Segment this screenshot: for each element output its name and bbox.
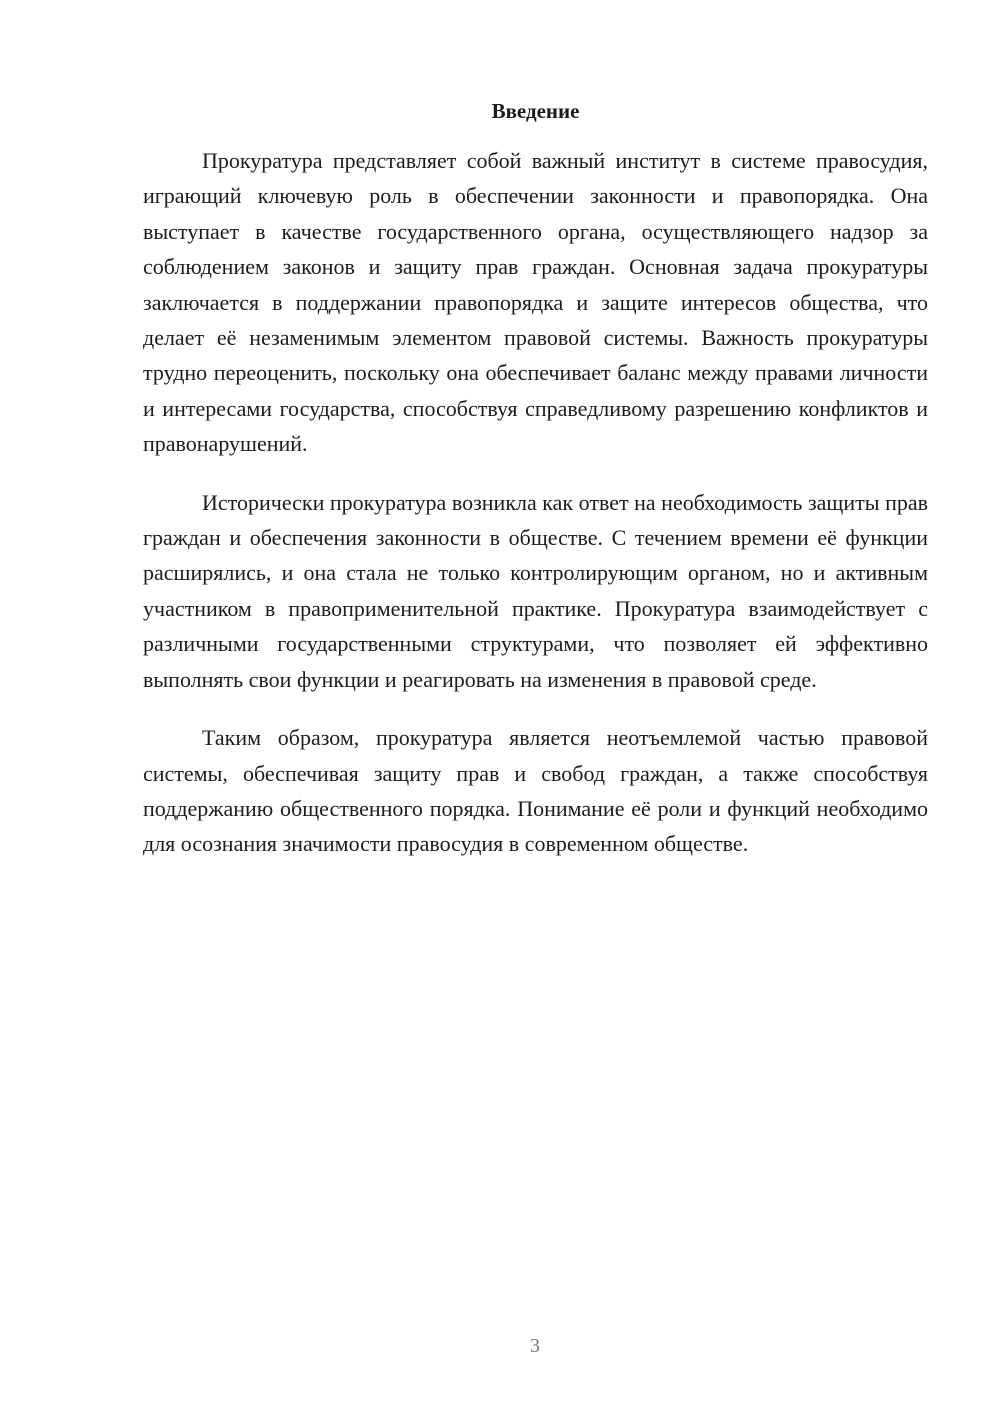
section-title: Введение	[491, 99, 580, 123]
body-text	[143, 143, 928, 885]
paragraph-3: Таким образом, прокуратура является неотъемлемой частью правовой системы, обеспечивая защиту прав и свобод граждан, а также способствуя поддержанию общественного порядка. Понимание её роли и функций необходимо для осознания значимости правосудия в современном обществе.	[143, 725, 928, 857]
paragraph-1: Прокуратура представляет собой важный институт в системе правосудия, играющий ключевую роль в обеспечении законности и правопорядка. Она выступает в качестве государственного органа, осуществляющего надзор за соблюдением законов и защиту прав граждан. Основная задача прокуратуры заключается в поддержании правопорядка и защите интересов общества, что делает её незаменимым элементом правовой системы. Важность прокуратуры трудно переоценить, поскольку она обеспечивает баланс между правами личности и интересами государства, способствуя справедливому разрешению конфликтов и правонарушений.	[143, 148, 928, 457]
paragraph-2: Исторически прокуратура возникла как ответ на необходимость защиты прав граждан и обеспечения законности в обществе. С течением времени её функции расширялись, и она стала не только контролирующим органом, но и активным участником в правоприменительной практике. Прокуратура взаимодействует с различными государственными структурами, что позволяет ей эффективно выполнять свои функции и реагировать на изменения в правовой среде.	[143, 489, 928, 692]
page-number: 3	[530, 1335, 540, 1357]
